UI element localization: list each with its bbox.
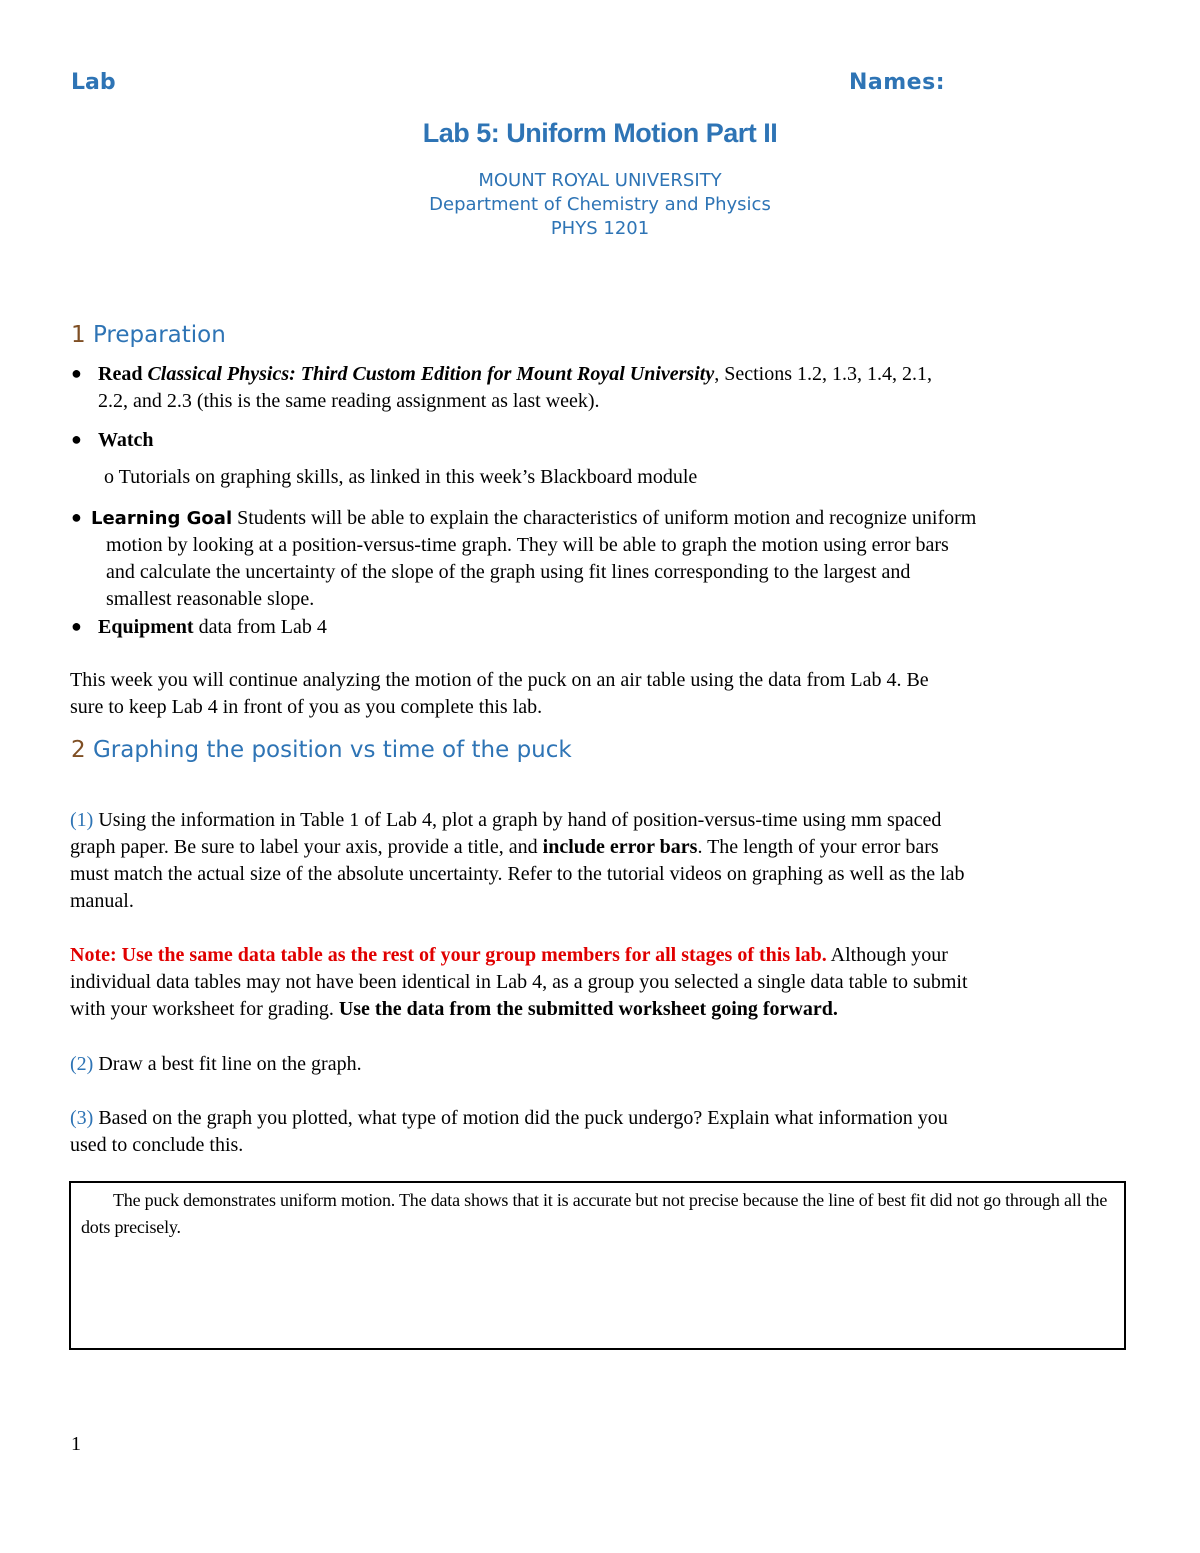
- note-line-3-emphasis: Use the data from the submitted worksheet going forward.: [338, 998, 838, 1020]
- bullet-equipment: [71, 614, 1131, 641]
- section-2-heading: [71, 737, 572, 763]
- bullet-dot-icon: ●: [71, 429, 82, 449]
- watch-label: Watch: [98, 429, 154, 451]
- question-1-line-2a: graph paper. Be sure to label your axis, provide a title, and: [70, 836, 543, 858]
- question-1-line-2c: . The length of your error bars: [697, 836, 939, 858]
- note-paragraph: [70, 942, 1150, 1023]
- university-name: MOUNT ROYAL UNIVERSITY: [478, 170, 722, 191]
- question-3-line-2: used to conclude this.: [70, 1134, 244, 1156]
- section-2-number: 2: [71, 737, 86, 763]
- names-label: Names:: [849, 70, 945, 95]
- bullet-watch: [71, 427, 1131, 454]
- note-line-2: individual data tables may not have been identical in Lab 4, as a group you selected a single data table to submit: [70, 971, 968, 993]
- answer-text[interactable]: The puck demonstrates uniform motion. The data shows that it is accurate but not precise because the line of best fit did not go through all the dots precisely.: [81, 1190, 1108, 1237]
- watch-subitem: [104, 464, 1124, 491]
- question-3: [70, 1105, 1140, 1159]
- learning-goal-line-4: smallest reasonable slope.: [106, 588, 315, 610]
- bullet-dot-icon: ●: [71, 616, 82, 636]
- page-title: Lab 5: Uniform Motion Part II: [422, 118, 778, 148]
- lab-label: Lab: [71, 70, 116, 95]
- section-1-heading: [71, 322, 226, 348]
- page-number: 1: [71, 1433, 81, 1455]
- read-book-title: Classical Physics: Third Custom Edition for Mount Royal University: [147, 363, 715, 385]
- section-2-title: Graphing the position vs time of the puck: [92, 737, 572, 763]
- note-warning: Note: Use the same data table as the rest of your group members for all stages of this lab.: [70, 944, 827, 966]
- question-3-line-1: Based on the graph you plotted, what type of motion did the puck undergo? Explain what information you: [93, 1107, 948, 1129]
- org-block: [0, 169, 1200, 241]
- watch-sub-text: Tutorials on graphing skills, as linked in this week’s Blackboard module: [118, 466, 698, 488]
- note-line-1-rest: Although your: [826, 944, 948, 966]
- bullet-read: [71, 361, 1131, 415]
- equipment-label: Equipment: [98, 616, 194, 638]
- learning-goal-line-3: and calculate the uncertainty of the slope of the graph using fit lines corresponding to the largest and: [106, 561, 911, 583]
- question-1-line-3: must match the actual size of the absolute uncertainty. Refer to the tutorial videos on graphing as well as the lab: [70, 863, 965, 885]
- read-sections-cont: 2.2, and 2.3 (this is the same reading assignment as last week).: [98, 390, 600, 412]
- intro-paragraph: [70, 667, 1140, 721]
- course-code: PHYS 1201: [550, 218, 650, 239]
- equipment-text: data from Lab 4: [193, 616, 327, 638]
- question-2-text: Draw a best fit line on the graph.: [93, 1053, 362, 1075]
- section-1-title: Preparation: [92, 322, 226, 348]
- sub-bullet-icon: o: [104, 466, 114, 488]
- intro-line-1: This week you will continue analyzing the motion of the puck on an air table using the data from Lab 4. Be: [70, 669, 929, 691]
- department-name: Department of Chemistry and Physics: [429, 194, 771, 215]
- learning-goal-line-2: motion by looking at a position-versus-time graph. They will be able to graph the motion using error bars: [106, 534, 949, 556]
- read-sections: , Sections 1.2, 1.3, 1.4, 2.1,: [714, 363, 932, 385]
- error-bars-emphasis: include error bars: [542, 836, 698, 858]
- question-3-number: (3): [70, 1107, 94, 1129]
- question-2-number: (2): [70, 1053, 94, 1075]
- intro-line-2: sure to keep Lab 4 in front of you as you complete this lab.: [70, 696, 543, 718]
- read-label: Read: [98, 363, 143, 385]
- question-1-number: (1): [70, 809, 94, 831]
- question-1-line-4: manual.: [70, 890, 134, 912]
- section-1-number: 1: [71, 322, 86, 348]
- bullet-learning-goal: [71, 505, 1141, 613]
- question-1-line-1: Using the information in Table 1 of Lab 4, plot a graph by hand of position-versus-time using mm spaced: [93, 809, 942, 831]
- bullet-dot-icon: ●: [71, 363, 82, 383]
- question-2: [70, 1051, 1140, 1078]
- learning-goal-line-1: Students will be able to explain the characteristics of uniform motion and recognize uniform: [232, 507, 977, 529]
- question-1: [70, 807, 1145, 915]
- note-line-3a: with your worksheet for grading.: [70, 998, 339, 1020]
- learning-goal-label: Learning Goal: [91, 508, 233, 529]
- bullet-dot-icon: ●: [71, 507, 82, 527]
